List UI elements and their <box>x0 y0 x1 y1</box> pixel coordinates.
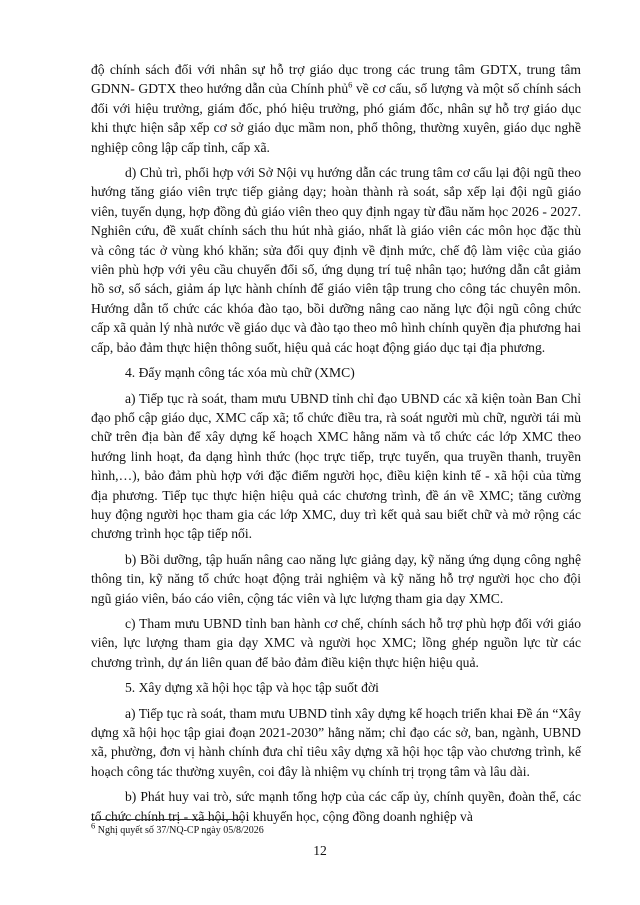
page-number: 12 <box>313 843 327 858</box>
paragraph-continued <box>91 60 581 157</box>
paragraph-text: độ chính sách đối với nhân sự hỗ trợ giáo dục trong các trung tâm GDTX, trung tâm GDNN- GDTX theo hướng dẫn của Chính phủ <box>91 62 581 97</box>
body-text <box>91 60 581 832</box>
footnote-text: Nghị quyết số 37/NQ-CP ngày 05/8/2026 <box>95 825 264 836</box>
paragraph-4c: c) Tham mưu UBND tỉnh ban hành cơ chế, chính sách hỗ trợ phù hợp đối với giáo viên, lực lượng tham gia dạy XMC và người học XMC; lồng ghép nguồn lực từ các chương trình, dự án liên quan để bảo đảm điều kiện thực hiện hiệu quả. <box>91 615 581 670</box>
section-heading-5: 5. Xây dựng xã hội học tập và học tập suốt đời <box>125 680 379 696</box>
footnote-reference[interactable]: 6 <box>348 79 353 90</box>
section-heading-4: 4. Đẩy mạnh công tác xóa mù chữ (XMC) <box>125 365 355 381</box>
paragraph-5a: a) Tiếp tục rà soát, tham mưu UBND tỉnh xây dựng kế hoạch triển khai Đề án “Xây dựng xã hội học tập giai đoạn 2021-2030” hằng năm; chỉ đạo các sở, ban, ngành, UBND xã, phường, đơn vị hành chính đưa chỉ tiêu xây dựng xã hội học tập vào chương trình, kế hoạch công tác thường xuyên, coi đây là nhiệm vụ chính trị trọng tâm và lâu dài. <box>91 705 581 779</box>
paragraph-4a: a) Tiếp tục rà soát, tham mưu UBND tỉnh chỉ đạo UBND các xã kiện toàn Ban Chỉ đạo phổ cập giáo dục, XMC cấp xã; tổ chức điều tra, rà soát người mù chữ, người tái mù chữ trên địa bàn để xây dựng kế hoạch XMC hằng năm và tổ chức các lớp XMC theo hướng linh hoạt, đa dạng hình thức (học trực tiếp, trực tuyến, qua truyền thanh, truyền hình,…), bảo đảm phù hợp với đặc điểm người học, điều kiện kinh tế - xã hội của từng địa phương. Tiếp tục thực hiện hiệu quả các chương trình, đề án về XMC; tăng cường huy động người học tham gia các lớp XMC, duy trì kết quả sau biết chữ và mở rộng các chương trình học tập tiếp nối. <box>91 390 581 542</box>
paragraph-text: về cơ cấu, số lượng và một số chính sách đối với hiệu trưởng, giám đốc, phó hiệu trưởng, phó giám đốc, nhân sự hỗ trợ giáo dục khi thực hiện sắp xếp cơ sở giáo dục mầm non, phổ thông, thường xuyên, giáo dục nghề nghiệp công lập cấp tỉnh, cấp xã. <box>91 81 581 155</box>
footnote <box>91 820 264 837</box>
paragraph-5b: b) Phát huy vai trò, sức mạnh tổng hợp của các cấp ủy, chính quyền, đoàn thể, các tổ chức chính trị - xã hội, hội khuyến học, cộng đồng doanh nghiệp và <box>91 789 581 824</box>
footnote-divider <box>91 819 243 820</box>
paragraph-4b: b) Bồi dưỡng, tập huấn nâng cao năng lực giảng dạy, kỹ năng ứng dụng công nghệ thông tin, kỹ năng tổ chức hoạt động trải nghiệm và kỹ năng hỗ trợ người học cho đội ngũ giáo viên, báo cáo viên, cộng tác viên và lực lượng tham gia dạy XMC. <box>91 551 581 606</box>
paragraph-d: d) Chủ trì, phối hợp với Sở Nội vụ hướng dẫn các trung tâm cơ cấu lại đội ngũ theo hướng tăng giáo viên trực tiếp giảng dạy; hoàn thành rà soát, sắp xếp lại đội ngũ giáo viên, tuyển dụng, hợp đồng đủ giáo viên theo quy định ngay từ đầu năm học 2026 - 2027. Nghiên cứu, đề xuất chính sách thu hút nhà giáo, nhất là giáo viên các môn học đặc thù và công tác ở vùng khó khăn; sửa đổi quy định về định mức, chế độ làm việc của giáo viên phù hợp với yêu cầu chuyển đổi số, ứng dụng trí tuệ nhân tạo; hướng dẫn cắt giảm hồ sơ, sổ sách, giảm áp lực hành chính để giáo viên tập trung cho công tác chuyên môn. Hướng dẫn tổ chức các khóa đào tạo, bồi dưỡng nâng cao năng lực đội ngũ công chức cấp xã quản lý nhà nước về giáo dục và đào tạo theo mô hình chính quyền địa phương hai cấp, bảo đảm thực hiện thông suốt, hiệu quả các hoạt động giáo dục tại địa phương. <box>91 165 581 355</box>
footnote-marker: 6 <box>91 820 96 831</box>
